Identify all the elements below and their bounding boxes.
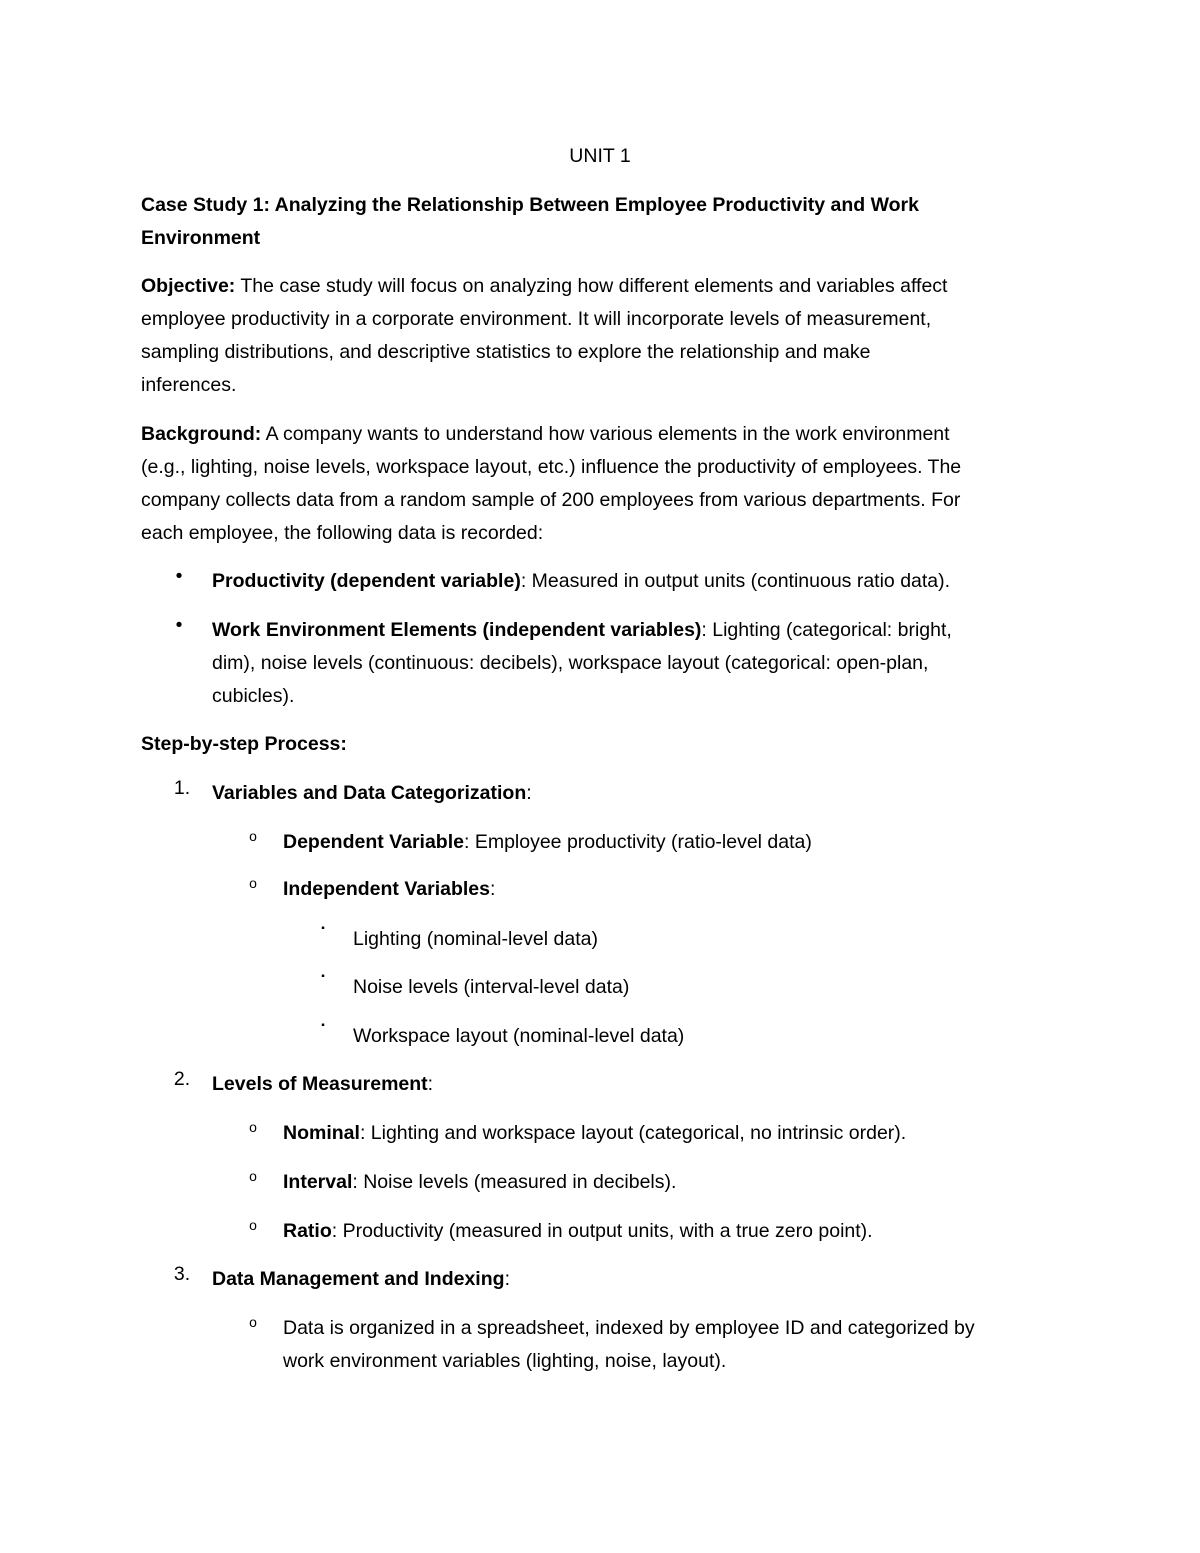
sub-list-label: Nominal <box>283 1122 360 1144</box>
sub-list-line <box>283 826 1050 859</box>
list-item <box>175 614 1050 713</box>
circle-bullet-icon: o <box>249 1168 257 1184</box>
process-heading <box>141 728 1050 761</box>
sub-list-text: : Noise levels (measured in decibels). <box>352 1171 677 1193</box>
sub-list-label: Dependent Variable <box>283 831 464 853</box>
sub-list-label: Independent Variables <box>283 878 490 900</box>
list-item-label: Work Environment Elements (independent variables) <box>212 619 702 641</box>
list-item-text: : Lighting (categorical: bright, <box>701 619 952 641</box>
step-title: Variables and Data Categorization <box>212 782 527 804</box>
sub-list-text: : Employee productivity (ratio-level data) <box>463 831 812 853</box>
sub-list-label: Interval <box>283 1171 353 1193</box>
sub-list-text: : Lighting and workspace layout (categorical, no intrinsic order). <box>359 1122 907 1144</box>
sub-list-item <box>249 1215 1050 1248</box>
background-line: (e.g., lighting, noise levels, workspace layout, etc.) influence the productivity of employees. The <box>141 456 962 478</box>
process-heading-text: Step-by-step Process: <box>141 733 347 755</box>
sub-sub-list-item <box>321 971 1050 1004</box>
objective-text: The case study will focus on analyzing how different elements and variables affect <box>235 275 948 297</box>
step-suffix: : <box>526 782 532 804</box>
sub-sub-list-text: Workspace layout (nominal-level data) <box>353 1025 685 1047</box>
step-suffix: : <box>427 1073 434 1095</box>
sub-list-item <box>249 826 1050 859</box>
list-item-label: Productivity (dependent variable) <box>212 570 521 592</box>
sub-list-item <box>249 1312 1050 1378</box>
case-study-title-line: Environment <box>141 227 261 249</box>
objective-line <box>141 270 1050 303</box>
objective-line: sampling distributions, and descriptive statistics to explore the relationship and make <box>141 341 871 363</box>
sub-sub-list-item <box>321 923 1050 956</box>
sub-list-text: : <box>489 878 496 900</box>
background-paragraph <box>141 418 1050 550</box>
circle-bullet-icon: o <box>249 875 257 891</box>
objective-line: employee productivity in a corporate environment. It will incorporate levels of measurement, <box>141 308 932 330</box>
sub-list-label: Ratio <box>283 1220 332 1242</box>
step-number: 2. <box>173 1068 191 1090</box>
objective-paragraph <box>141 270 1050 402</box>
square-bullet-icon: ▪ <box>321 923 325 934</box>
objective-line: inferences. <box>141 374 237 396</box>
circle-bullet-icon: o <box>249 1119 257 1135</box>
sub-sub-list-item <box>321 1020 1050 1053</box>
step-suffix: : <box>504 1268 510 1290</box>
sub-list-line: work environment variables (lighting, noise, layout). <box>283 1350 727 1372</box>
step-item <box>173 1263 1050 1296</box>
circle-bullet-icon: o <box>249 1314 257 1330</box>
sub-list-line <box>283 873 1050 906</box>
sub-list-text: : Productivity (measured in output units, with a true zero point). <box>331 1220 873 1242</box>
list-item-line: cubicles). <box>212 685 295 707</box>
bullet-icon: • <box>175 614 183 636</box>
circle-bullet-icon: o <box>249 1217 257 1233</box>
sub-list-line: Data is organized in a spreadsheet, indexed by employee ID and categorized by <box>283 1317 975 1339</box>
unit-heading-text: UNIT 1 <box>569 145 631 167</box>
background-line <box>141 418 1050 451</box>
sub-list-line <box>283 1117 1050 1150</box>
sub-list-line <box>283 1166 1050 1199</box>
square-bullet-icon: ▪ <box>321 1020 325 1031</box>
circle-bullet-icon: o <box>249 828 257 844</box>
case-study-title <box>141 189 1050 255</box>
sub-list-line <box>283 1215 1050 1248</box>
background-text: A company wants to understand how various elements in the work environment <box>261 423 950 445</box>
step-title-line <box>212 1068 1050 1101</box>
sub-list-item <box>249 1117 1050 1150</box>
unit-heading <box>0 140 1200 173</box>
sub-list-item <box>249 1166 1050 1199</box>
step-title: Data Management and Indexing <box>212 1268 505 1290</box>
list-item-text: : Measured in output units (continuous ratio data). <box>520 570 951 592</box>
background-label: Background: <box>141 423 262 445</box>
list-item-line <box>212 614 1050 647</box>
list-item <box>175 565 1050 598</box>
objective-label: Objective: <box>141 275 236 297</box>
square-bullet-icon: ▪ <box>321 971 325 982</box>
step-number: 1. <box>173 777 191 799</box>
case-study-title-line: Case Study 1: Analyzing the Relationship Between Employee Productivity and Work <box>141 194 919 216</box>
background-line: company collects data from a random sample of 200 employees from various departments. For <box>141 489 961 511</box>
background-line: each employee, the following data is recorded: <box>141 522 544 544</box>
step-title-line <box>212 777 1050 810</box>
sub-list-item <box>249 873 1050 906</box>
list-item-line <box>212 565 1050 598</box>
step-title-line <box>212 1263 1050 1296</box>
step-item <box>173 777 1050 810</box>
sub-sub-list-text: Lighting (nominal-level data) <box>353 928 598 950</box>
step-number: 3. <box>173 1263 191 1285</box>
list-item-line: dim), noise levels (continuous: decibels), workspace layout (categorical: open-plan, <box>212 652 929 674</box>
step-title: Levels of Measurement <box>212 1073 428 1095</box>
sub-sub-list-text: Noise levels (interval-level data) <box>353 976 630 998</box>
step-item <box>173 1068 1050 1101</box>
bullet-icon: • <box>175 565 183 587</box>
